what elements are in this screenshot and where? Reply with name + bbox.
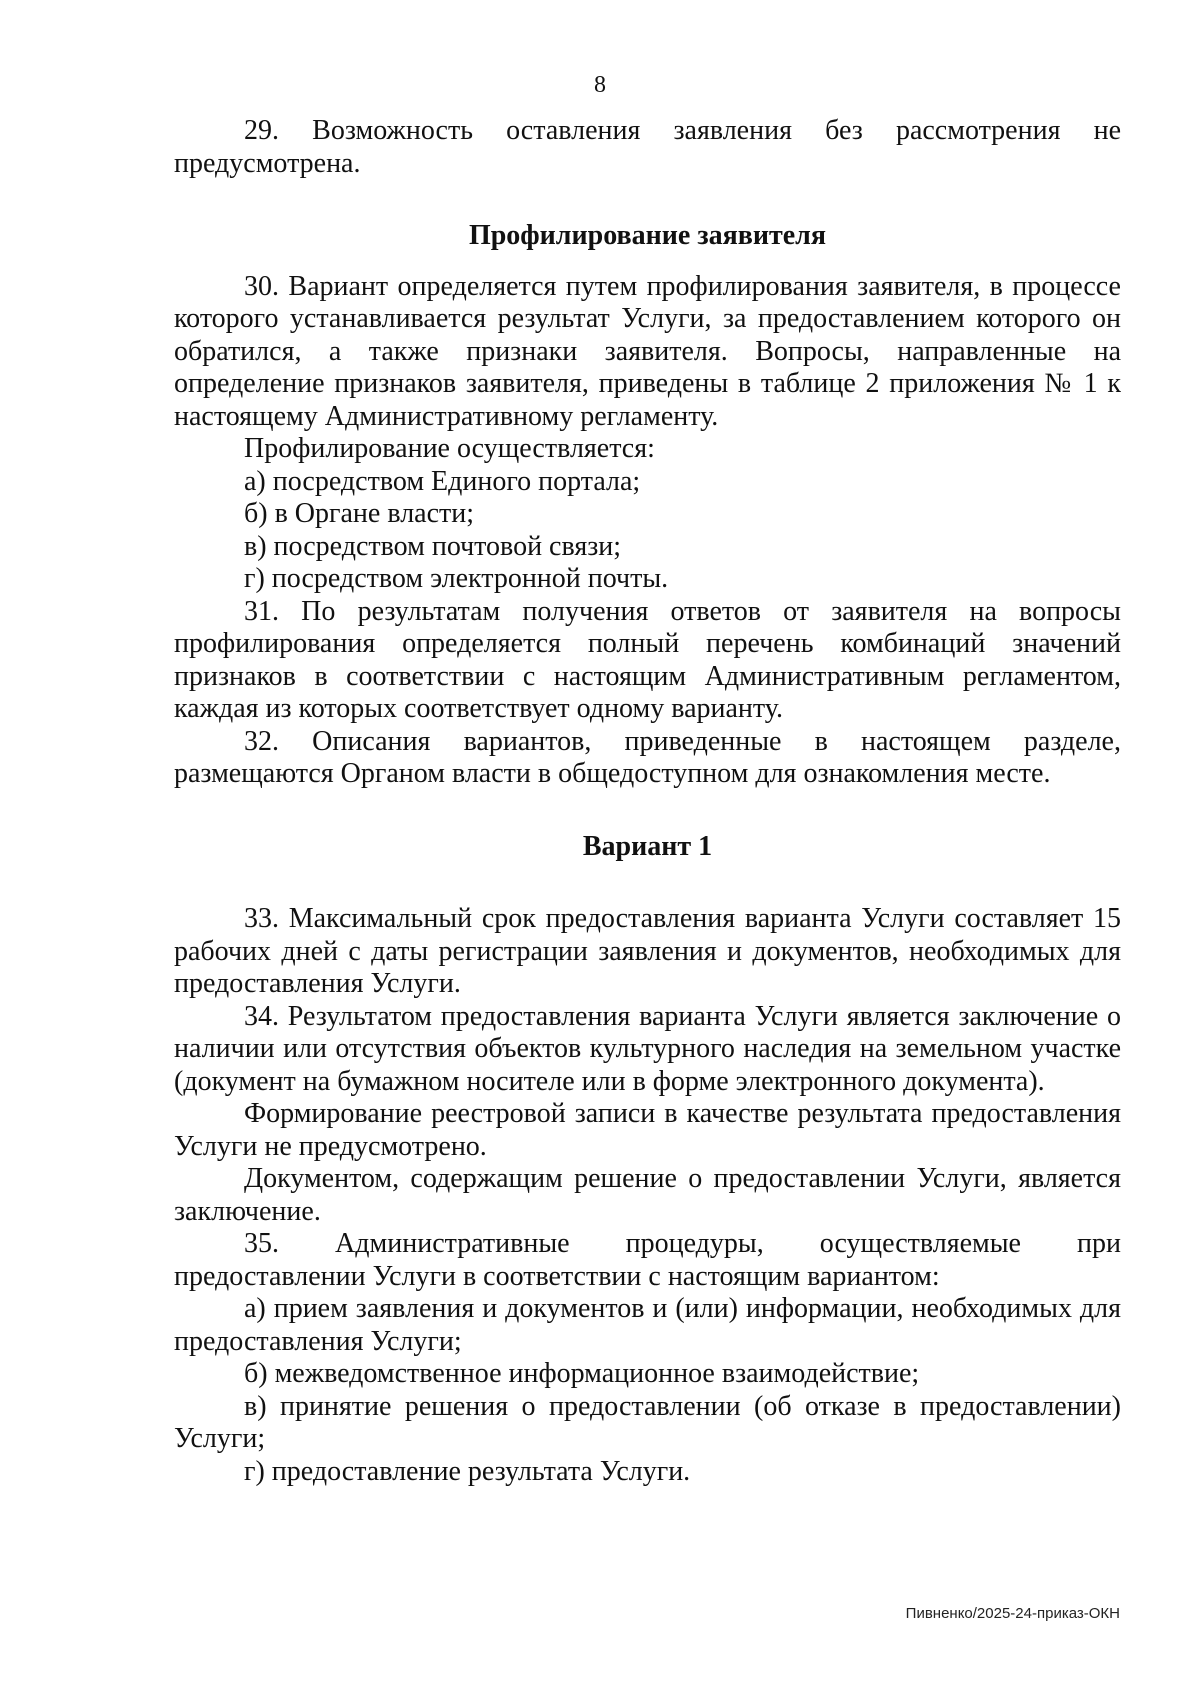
paragraph-profiling-intro: Профилирование осуществляется:	[244, 433, 655, 464]
document-body	[174, 115, 1121, 1488]
section-heading-variant-1: Вариант 1	[582, 830, 713, 862]
procedure-item-a: а) прием заявления и документов и (или) информации, необходимых для предоставления Услуги;	[174, 1293, 1121, 1357]
paragraph-31: 31. По результатам получения ответов от заявителя на вопросы профилирования определяется полный перечень комбинаций значений признаков в соответствии с настоящим Административным регламентом, каждая из которых соответствует одному варианту.	[174, 595, 1121, 724]
procedure-item-v: в) принятие решения о предоставлении (об отказе в предоставлении) Услуги;	[174, 1390, 1121, 1454]
page-number: 8	[594, 72, 606, 98]
paragraph-30: 30. Вариант определяется путем профилирования заявителя, в процессе которого устанавливается результат Услуги, за предоставлением которого он обратился, а также признаки заявителя. Вопросы, направленные на определение признаков заявителя, приведены в таблице 2 приложения № 1 к настоящему Административному регламенту.	[174, 270, 1121, 432]
list-item-b: б) в Органе власти;	[244, 498, 475, 529]
procedure-item-b: б) межведомственное информационное взаимодействие;	[244, 1358, 920, 1389]
paragraph-32: 32. Описания вариантов, приведенные в настоящем разделе, размещаются Органом власти в общедоступном для ознакомления месте.	[174, 725, 1121, 789]
paragraph-33: 33. Максимальный срок предоставления варианта Услуги составляет 15 рабочих дней с даты регистрации заявления и документов, необходимых для предоставления Услуги.	[174, 903, 1121, 999]
procedure-item-g: г) предоставление результата Услуги.	[244, 1455, 691, 1487]
footer-reference: Пивненко/2025-24-приказ-ОКН	[905, 1605, 1120, 1622]
list-item-a: а) посредством Единого портала;	[244, 465, 641, 497]
paragraph-registry-record: Формирование реестровой записи в качестве результата предоставления Услуги не предусмотрено.	[174, 1098, 1121, 1162]
paragraph-34: 34. Результатом предоставления варианта Услуги является заключение о наличии или отсутствия объектов культурного наследия на земельном участке (документ на бумажном носителе или в форме электронного документа).	[174, 1000, 1121, 1097]
paragraph-29: 29. Возможность оставления заявления без рассмотрения не предусмотрена.	[174, 115, 1121, 179]
section-heading-profiling: Профилирование заявителя	[468, 220, 827, 251]
paragraph-decision-document: Документом, содержащим решение о предоставлении Услуги, является заключение.	[174, 1163, 1121, 1227]
list-item-v: в) посредством почтовой связи;	[244, 530, 622, 562]
paragraph-35: 35. Административные процедуры, осуществляемые при предоставлении Услуги в соответствии с настоящим вариантом:	[174, 1228, 1121, 1292]
list-item-g: г) посредством электронной почты.	[244, 563, 669, 594]
